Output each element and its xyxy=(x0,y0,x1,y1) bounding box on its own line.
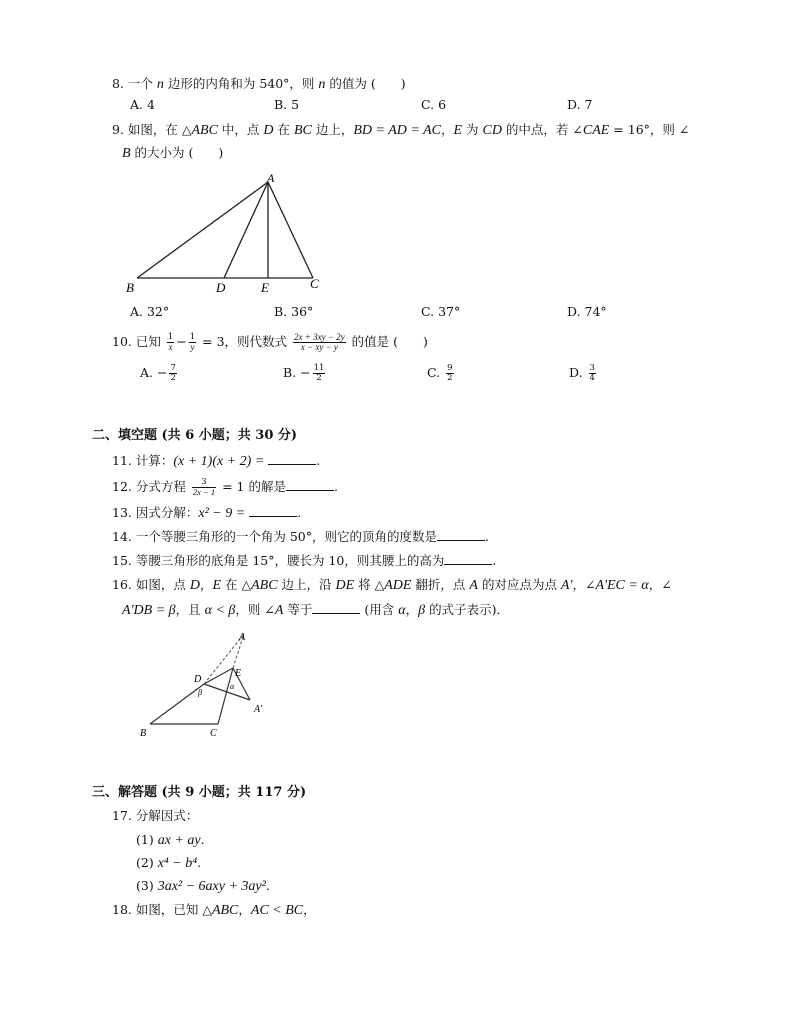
q17-item-1: (1) ax + ay. xyxy=(136,832,205,848)
q9-option-b: B. 36° xyxy=(274,304,314,319)
fraction: $\frac{1}{x}$ xyxy=(167,332,174,352)
answer-blank[interactable] xyxy=(268,453,316,465)
label-d: D xyxy=(194,674,202,685)
question-13: 13. 因式分解：x² − 9 = . xyxy=(112,505,302,521)
answer-blank[interactable] xyxy=(437,529,485,541)
segment-ab xyxy=(137,182,268,278)
q9-option-a: A. 32° xyxy=(130,304,170,319)
q8-option-d: D. 7 xyxy=(567,97,593,112)
segment-ce xyxy=(218,668,233,724)
label-e: E xyxy=(235,668,242,679)
q17-item-3: (3) 3ax² − 6axy + 3ay². xyxy=(136,878,270,894)
label-a: A xyxy=(267,171,275,185)
q9-figure xyxy=(120,170,340,298)
section-3-heading: 三、解答题 (共 9 小题；共 117 分) xyxy=(92,785,307,800)
label-e: E xyxy=(261,280,269,295)
question-12: 12. 分式方程 $\frac{3}{2x - 1}$ = 1 的解是 . xyxy=(112,477,338,497)
segment-bd xyxy=(150,684,204,724)
question-18: 18. 如图，已知 △ABC，AC < BC， xyxy=(112,902,316,918)
answer-blank[interactable] xyxy=(286,479,334,491)
label-b: B xyxy=(140,728,147,739)
question-11: 11. 计算：(x + 1)(x + 2) = . xyxy=(112,453,321,469)
label-b: B xyxy=(126,280,134,295)
label-a: A xyxy=(239,632,246,643)
question-16: 16. 如图，点 D，E 在 △ABC 边上，沿 DE 将 △ADE 翻折，点 A 的对应点为点 A'，∠A'EC = α，∠ xyxy=(112,577,672,593)
q10-option-c: C. $\frac{9}{2}$ xyxy=(427,363,453,383)
q17-item-2: (2) x⁴ − b⁴. xyxy=(136,855,202,871)
label-a-prime: A' xyxy=(254,704,263,715)
fraction: $\frac{2x + 3xy - 2y}{x - xy - y}$ xyxy=(294,332,345,352)
question-17: 17. 分解因式： xyxy=(112,808,199,823)
label-c: C xyxy=(210,728,217,739)
question-8: 8. 一个 n 边形的内角和为 540°，则 n 的值为 ( ) xyxy=(112,76,406,92)
answer-blank[interactable] xyxy=(444,553,492,565)
segment-ac xyxy=(268,182,313,278)
question-9: 9. 如图，在 △ABC 中，点 D 在 BC 边上，BD = AD = AC，E 为 CD 的中点，若 ∠CAE = 16°，则 ∠ xyxy=(112,122,690,138)
q9-option-c: C. 37° xyxy=(421,304,461,319)
q16-figure xyxy=(138,628,278,744)
answer-blank[interactable] xyxy=(312,602,360,614)
label-alpha: α xyxy=(230,682,235,691)
answer-blank[interactable] xyxy=(249,505,297,517)
q8-option-c: C. 6 xyxy=(421,97,447,112)
q9-option-d: D. 74° xyxy=(567,304,607,319)
segment-ad xyxy=(224,182,268,278)
question-10: 10. 已知 $\frac{1}{x}$ − $\frac{1}{y}$ = 3，则代数式 $\frac{2x + 3xy - 2y}{x - xy - y}$ 的值是 ( ) xyxy=(112,332,428,352)
section-2-heading: 二、填空题 (共 6 小题；共 30 分) xyxy=(92,428,298,443)
q10-option-d: D. $\frac{3}{4}$ xyxy=(569,363,595,383)
label-d: D xyxy=(216,280,226,295)
q10-option-a: A. − $\frac{7}{2}$ xyxy=(140,363,176,383)
question-9-line-2: B 的大小为 ( ) xyxy=(122,145,224,161)
question-14: 14. 一个等腰三角形的一个角为 50°，则它的顶角的度数是 . xyxy=(112,529,489,544)
segment-de xyxy=(204,668,233,684)
question-15: 15. 等腰三角形的底角是 15°，腰长为 10，则其腰上的高为 . xyxy=(112,553,497,568)
q8-option-a: A. 4 xyxy=(130,97,155,112)
q8-option-b: B. 5 xyxy=(274,97,300,112)
label-c: C xyxy=(310,276,319,291)
fraction: $\frac{1}{y}$ xyxy=(189,332,196,352)
q10-option-b: B. − $\frac{11}{2}$ xyxy=(283,363,325,383)
label-beta: β xyxy=(198,688,202,697)
question-16-line-2: A'DB = β，且 α < β，则 ∠A 等于 (用含 α，β 的式子表示)． xyxy=(122,602,509,618)
